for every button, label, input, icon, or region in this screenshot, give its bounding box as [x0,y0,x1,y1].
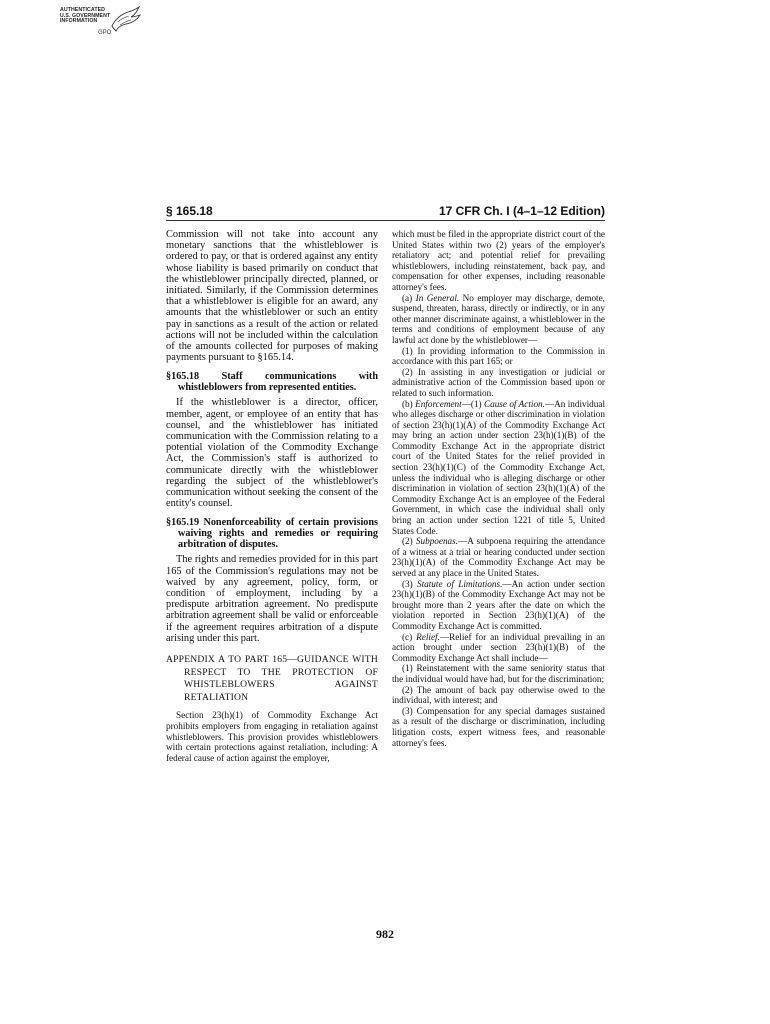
logo-text [60,8,110,25]
paragraph-c [392,632,605,664]
paragraph-a-2: (2) In assisting in any investigation or judicial or administrative action of the Commission based upon or related to such information. [392,366,605,398]
left-paragraph-3: The rights and remedies provided for in this part 165 of the Commission's regulations may not be waived by any agreement, policy, form, or condition of employment, including by a predispute arbitration agreement. No predispute arbitration agreement shall be valid or enforceable if the agreement requires arbitration of a dispute arising under this part. [166,554,378,644]
text-b-3: —An action under section 23(h)(1)(B) of the Commodity Exchange Act may not be brought more than 2 years after the date on which the violation reported in Section 23(h)(1)(A) of the Commodity Exchange Act is committed. [392,578,606,631]
left-column [166,229,378,763]
right-column [392,229,605,748]
paragraph-b-3 [392,579,605,632]
text-b-2: —A subpoena requiring the attendance of a witness at a trial or hearing conducted under section 23(h)(1)(A) of the Commodity Exchange Act may be served at any place in the United States. [392,536,605,578]
italic-statute-of-limitations: Statute of Limitations. [417,578,503,589]
italic-subpoenas: Subpoenas. [415,536,459,547]
label-b-2: (2) [402,536,416,547]
section-heading-165-19: §165.19 Nonenforceability of certain provisions waiving rights and remedies or requiring arbitration of disputes. [166,517,378,551]
text-b: —An individual who alleges discharge or other discrimination in violation of section 23(h)(1)(A) of the Commodity Exchange Act may bring an action under section 23(h)(1)(B) of the Commodity Exchange Act in the appropriate district court of the United States for the relief provided in section 23(h)(1)(C) of the Commodity Exchange Act, unless the individual who is alleging discharge or other discrimination in violation of section 23(h)(1)(A) of the Commodity Exchange Act is an employee of the Federal Government, in which case the individual shall only bring an action under section 1221 of title 5, United States Code. [392,398,605,536]
paragraph-c-1: (1) Reinstatement with the same seniority status that the individual would have had, but for the discrimination; [392,663,605,684]
label-a: (a) [402,292,416,303]
running-header [166,204,605,221]
eagle-icon [108,6,142,36]
paragraph-a-1: (1) In providing information to the Commission in accordance with this part 165; or [392,345,605,367]
text-c: —Relief for an individual prevailing in an action brought under section 23(h)(1)(B) of the Commodity Exchange Act shall include— [392,631,606,663]
paragraph-b [392,399,605,537]
paragraph-c-3: (3) Compensation for any special damages sustained as a result of the discharge or discrimination, including litigation costs, expert witness fees, and reasonable attorney's fees. [392,705,605,748]
logo-line-1: AUTHENTICATED [60,7,106,13]
logo-gpo: GPO [98,30,112,36]
label-b: (b) [402,398,416,409]
left-paragraph-4: Section 23(h)(1) of Commodity Exchange Act prohibits employers from engaging in retaliation against whistleblowers. This provision provides whistleblowers with certain protections against retaliation, including: A federal cause of action against the employer, [166,710,378,763]
section-heading-165-18: §165.18 Staff communications with whistleblowers from represented entities. [166,371,378,394]
text-a: No employer may discharge, demote, suspend, threaten, harass, directly or indirectly, or in any other manner discriminate against, a whistleblower in the terms and conditions of employment because of any lawful act done by the whistleblower— [392,292,605,345]
paragraph-a [392,293,605,346]
left-paragraph-1: Commission will not take into account any monetary sanctions that the whistleblower is ordered to pay, or that is ordered against any entity whose liability is based primarily on conduct that the whistleblower principally directed, planned, or initiated. Similarly, if the Commission determines that a whistleblower is eligible for an award, any amounts that the whistleblower or such an entity pay in sanctions as a result of the action or related actions will not be included within the calculation of the amounts collected for purposes of making payments pursuant to §165.14. [166,229,378,364]
logo-line-2: U.S. GOVERNMENT [60,12,111,19]
gpo-authentication-logo [60,6,142,44]
page-number: 982 [376,927,394,941]
label-b-3: (3) [402,578,417,589]
logo-line-3: INFORMATION [60,18,98,25]
header-cfr-edition: 17 CFR Ch. I (4–1–12 Edition) [438,204,605,218]
label-c: (c) [402,631,417,642]
italic-enforcement: Enforcement [415,398,462,409]
appendix-heading: APPENDIX A TO PART 165—GUIDANCE WITH RESPECT TO THE PROTECTION OF WHISTLEBLOWERS AGAINST RETALIATION [166,654,378,703]
header-section: § 165.18 [166,204,213,218]
italic-relief: Relief. [416,631,440,642]
left-paragraph-2: If the whistleblower is a director, officer, member, agent, or employee of an entity that has counsel, and the whistleblower has initiated communication with the Commission relating to a potential violation of the Commodity Exchange Act, the Commission's staff is authorized to communicate directly with the whistleblower regarding the subject of the whistleblower's communication without seeking the consent of the entity's counsel. [166,397,378,510]
italic-cause-of-action: Cause of Action. [483,398,545,409]
italic-in-general: In General. [415,292,460,303]
paragraph-b-2 [392,536,605,578]
right-paragraph-1: which must be filed in the appropriate district court of the United States within two (2) years of the employer's retaliatory act; and potential relief for prevailing whistleblowers, including reinstatement, back pay, and compensation for other expenses, including reasonable attorney's fees. [392,229,605,292]
label-b-1: —(1) [461,398,484,409]
paragraph-c-2: (2) The amount of back pay otherwise owed to the individual, with interest; and [392,684,605,706]
